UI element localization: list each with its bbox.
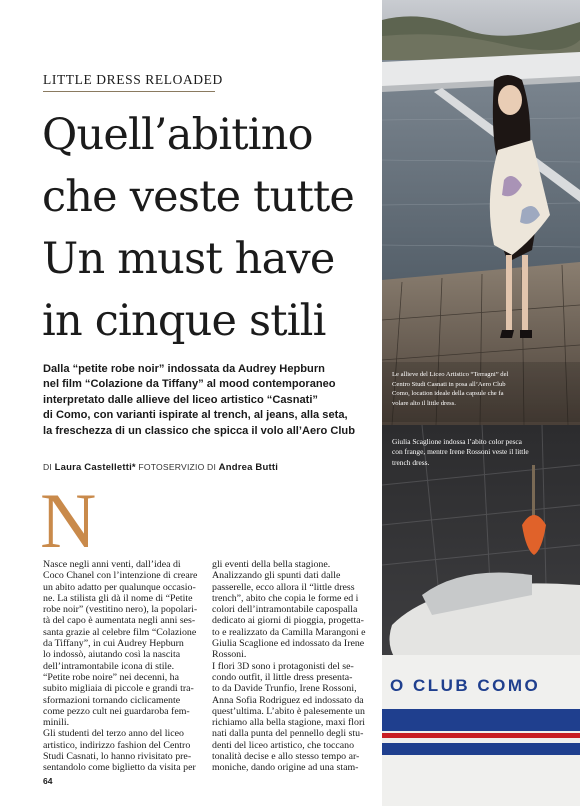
deck-line: la freschezza di un classico che spicca il volo all’Aero Club <box>43 424 355 437</box>
body-line: tonalità decise e allo stesso tempo ar- <box>212 751 360 763</box>
body-line: sformazioni tornando ciclicamente <box>43 694 181 706</box>
body-line: quest’ultima. L’abito è palesemente un <box>212 705 365 717</box>
body-line: richiamo alla bella stagione, maxi flori <box>212 717 366 729</box>
body-line: colori dell’intramontabile capospalla <box>212 604 358 616</box>
headline-line: che veste tutte <box>42 172 355 222</box>
kicker-rule <box>43 91 215 92</box>
body-line: Coco Chanel con l’intenzione di creare <box>43 570 198 582</box>
dropcap: N <box>40 477 97 564</box>
body-line: I flori 3D sono i protagonisti del se- <box>212 660 354 672</box>
body-line: sentandolo come biglietto da visita per <box>43 762 196 774</box>
body-line: un abito adatto per qualunque occasio- <box>43 581 196 593</box>
caption-line: Le allieve del Liceo Artistico “Terragni” del <box>392 371 509 378</box>
body-line: Nasce negli anni venti, dall’idea di <box>43 559 181 570</box>
byline <box>43 462 278 473</box>
kicker: LITTLE DRESS RELOADED <box>43 72 223 87</box>
body-line: minili. <box>43 717 70 729</box>
caption-line: con frange, mentre Irene Rossoni veste il little <box>392 447 529 457</box>
caption-line: volare alto il little dress. <box>392 399 456 407</box>
deck-line: nel film “Colazione da Tiffany” al mood contemporaneo <box>43 378 336 391</box>
plane-lettering: O CLUB COMO <box>390 676 541 695</box>
body-line: Rossoni. <box>212 649 247 661</box>
body-line: dedicato ai giorni di pioggia, progetta- <box>212 615 364 627</box>
caption-line: trench dress. <box>392 457 430 467</box>
photo-bottom <box>382 425 580 806</box>
body-line: Analizzando gli spunti dati dalle <box>212 570 341 582</box>
body-line: artistico, indirizzo fashion del Centro <box>43 739 191 751</box>
body-line: gli eventi della bella stagione. <box>212 559 331 570</box>
body-line: robe noir” (vestitino nero), la popolari- <box>43 604 198 616</box>
body-line: Gli studenti del terzo anno del liceo <box>43 728 184 740</box>
byline-middle: FOTOSERVIZIO DI <box>138 462 217 472</box>
headline <box>42 104 382 352</box>
body-line: passerelle, ecco allora il “little dress <box>212 581 355 593</box>
body-line: ne. La stilista gli dà il nome di “Petite <box>43 592 193 604</box>
body-line: subito migliaia di piccole e grandi tra- <box>43 683 194 695</box>
body-line: moniche, dando origine ad una stam- <box>212 762 359 774</box>
headline-line: in cinque stili <box>42 296 326 346</box>
body-line: tà del capo è aumentata negli anni ses- <box>43 615 196 627</box>
headline-line: Quell’abitino <box>42 110 313 160</box>
body-line: lo indossò, aiutando così la nascita <box>43 649 181 661</box>
caption-bottom <box>392 437 557 468</box>
body-column-2 <box>212 559 370 774</box>
body-line: Anna Sofia Rodriguez ed indossato da <box>212 694 364 706</box>
body-line: da Tiffany”, in cui Audrey Hepburn <box>43 638 184 650</box>
body-line: nati dalla punta del pennello degli stu- <box>212 728 364 740</box>
deck-line: interpretato dalle allieve del liceo artistico “Casnati” <box>43 393 318 406</box>
body-line: condo outfit, il little dress presenta- <box>212 671 353 683</box>
photo-top-illustration <box>382 0 580 425</box>
headline-line: Un must have <box>42 234 335 284</box>
body-line: Studi Casnati, lo hanno rivisitato pre- <box>43 751 192 763</box>
body-column-1 <box>43 559 201 774</box>
byline-author: Laura Castelletti* <box>54 462 136 473</box>
byline-prefix: DI <box>43 462 52 472</box>
photo-top <box>382 0 580 425</box>
body-line: to e realizzato da Camilla Marangoni e <box>212 626 366 638</box>
deck-line: Dalla “petite robe noir” indossata da Audrey Hepburn <box>43 363 325 375</box>
body-line: Giulia Scaglione ed indossato da Irene <box>212 638 365 650</box>
body-line: santa grazie al celebre film “Colazione <box>43 626 197 638</box>
caption-line: Giulia Scaglione indossa l’abito color pesca <box>392 437 522 446</box>
caption-top <box>392 370 542 408</box>
folio: 64 <box>43 776 53 786</box>
caption-line: Como, location ideale della capsule che fa <box>392 390 504 397</box>
photo-bottom-illustration <box>382 425 580 806</box>
body-line: come pezzo cult nei guardaroba fem- <box>43 705 190 717</box>
body-line: trench”, abito che copia le forme ed i <box>212 592 359 604</box>
caption-line: Centro Studi Casnati in posa all’Aero Club <box>392 380 506 388</box>
byline-photographer: Andrea Butti <box>218 462 279 473</box>
body-line: to da Davide Trunfio, Irene Rossoni, <box>212 683 357 695</box>
deck <box>43 362 383 439</box>
body-line: “Petite robe noire” nei decenni, ha <box>43 671 179 683</box>
body-line: dell’intramontabile icona di stile. <box>43 660 175 672</box>
body-line: denti del liceo artistico, che toccano <box>212 739 355 751</box>
deck-line: di Como, con varianti ispirate al trench, al jeans, alla seta, <box>43 409 348 422</box>
